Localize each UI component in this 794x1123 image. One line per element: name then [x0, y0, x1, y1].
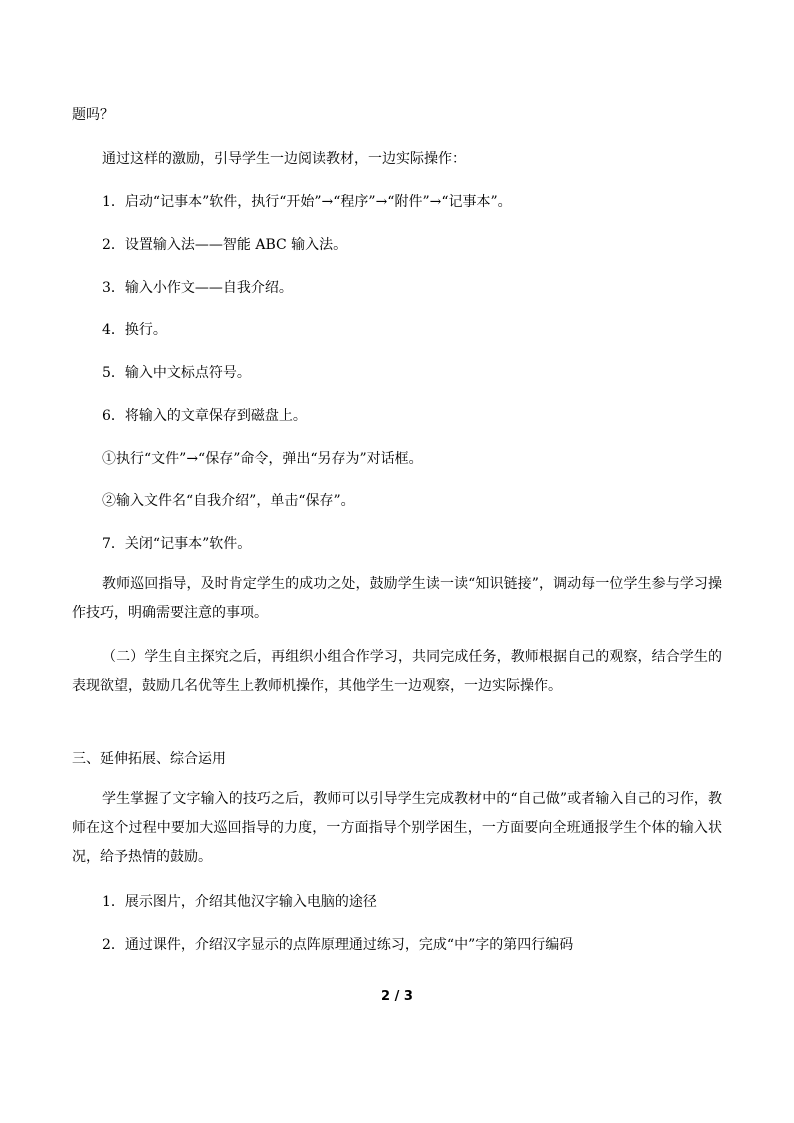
step-7: 7．关闭“记事本”软件。	[102, 536, 252, 552]
paragraph-teacher-guidance: 教师巡回指导，及时肯定学生的成功之处，鼓励学生读一读“知识链接”，调动每一位学生参与学习操作技巧，明确需要注意的事项。	[72, 576, 722, 621]
final-item-2: 2．通过课件，介绍汉字显示的点阵原理通过练习，完成“中”字的第四行编码	[102, 937, 574, 953]
step-4: 4．换行。	[102, 322, 167, 338]
substep-1: ①执行“文件”→“保存”命令，弹出“另存为”对话框。	[102, 451, 423, 467]
substep-2: ②输入文件名“自我介绍”，单击“保存”。	[102, 493, 355, 509]
text-line-intro: 通过这样的激励，引导学生一边阅读教材，一边实际操作：	[102, 151, 466, 167]
section-heading: 三、延伸拓展、综合运用	[72, 751, 226, 767]
page-number: 2 / 3	[381, 989, 413, 1004]
paragraph-group-study: （二）学生自主探究之后，再组织小组合作学习，共同完成任务，教师根据自己的观察，结合学生的表现欲望，鼓励几名优等生上教师机操作，其他学生一边观察，一边实际操作。	[72, 649, 722, 694]
text-line-continuation: 题吗？	[72, 107, 114, 123]
step-3: 3．输入小作文——自我介绍。	[102, 280, 293, 296]
paragraph-extension: 学生掌握了文字输入的技巧之后，教师可以引导学生完成教材中的“自己做”或者输入自己的习作，教师在这个过程中要加大巡回指导的力度，一方面指导个别学困生，一方面要向全班通报学生个体的输入状况，给予热情的鼓励。	[72, 791, 722, 865]
step-2: 2．设置输入法——智能 ABC 输入法。	[102, 237, 348, 253]
final-item-1: 1．展示图片，介绍其他汉字输入电脑的途径	[102, 894, 377, 910]
step-6: 6．将输入的文章保存到磁盘上。	[102, 408, 307, 424]
step-1: 1．启动“记事本”软件，执行“开始”→“程序”→“附件”→“记事本”。	[102, 194, 512, 210]
step-5: 5．输入中文标点符号。	[102, 365, 251, 381]
